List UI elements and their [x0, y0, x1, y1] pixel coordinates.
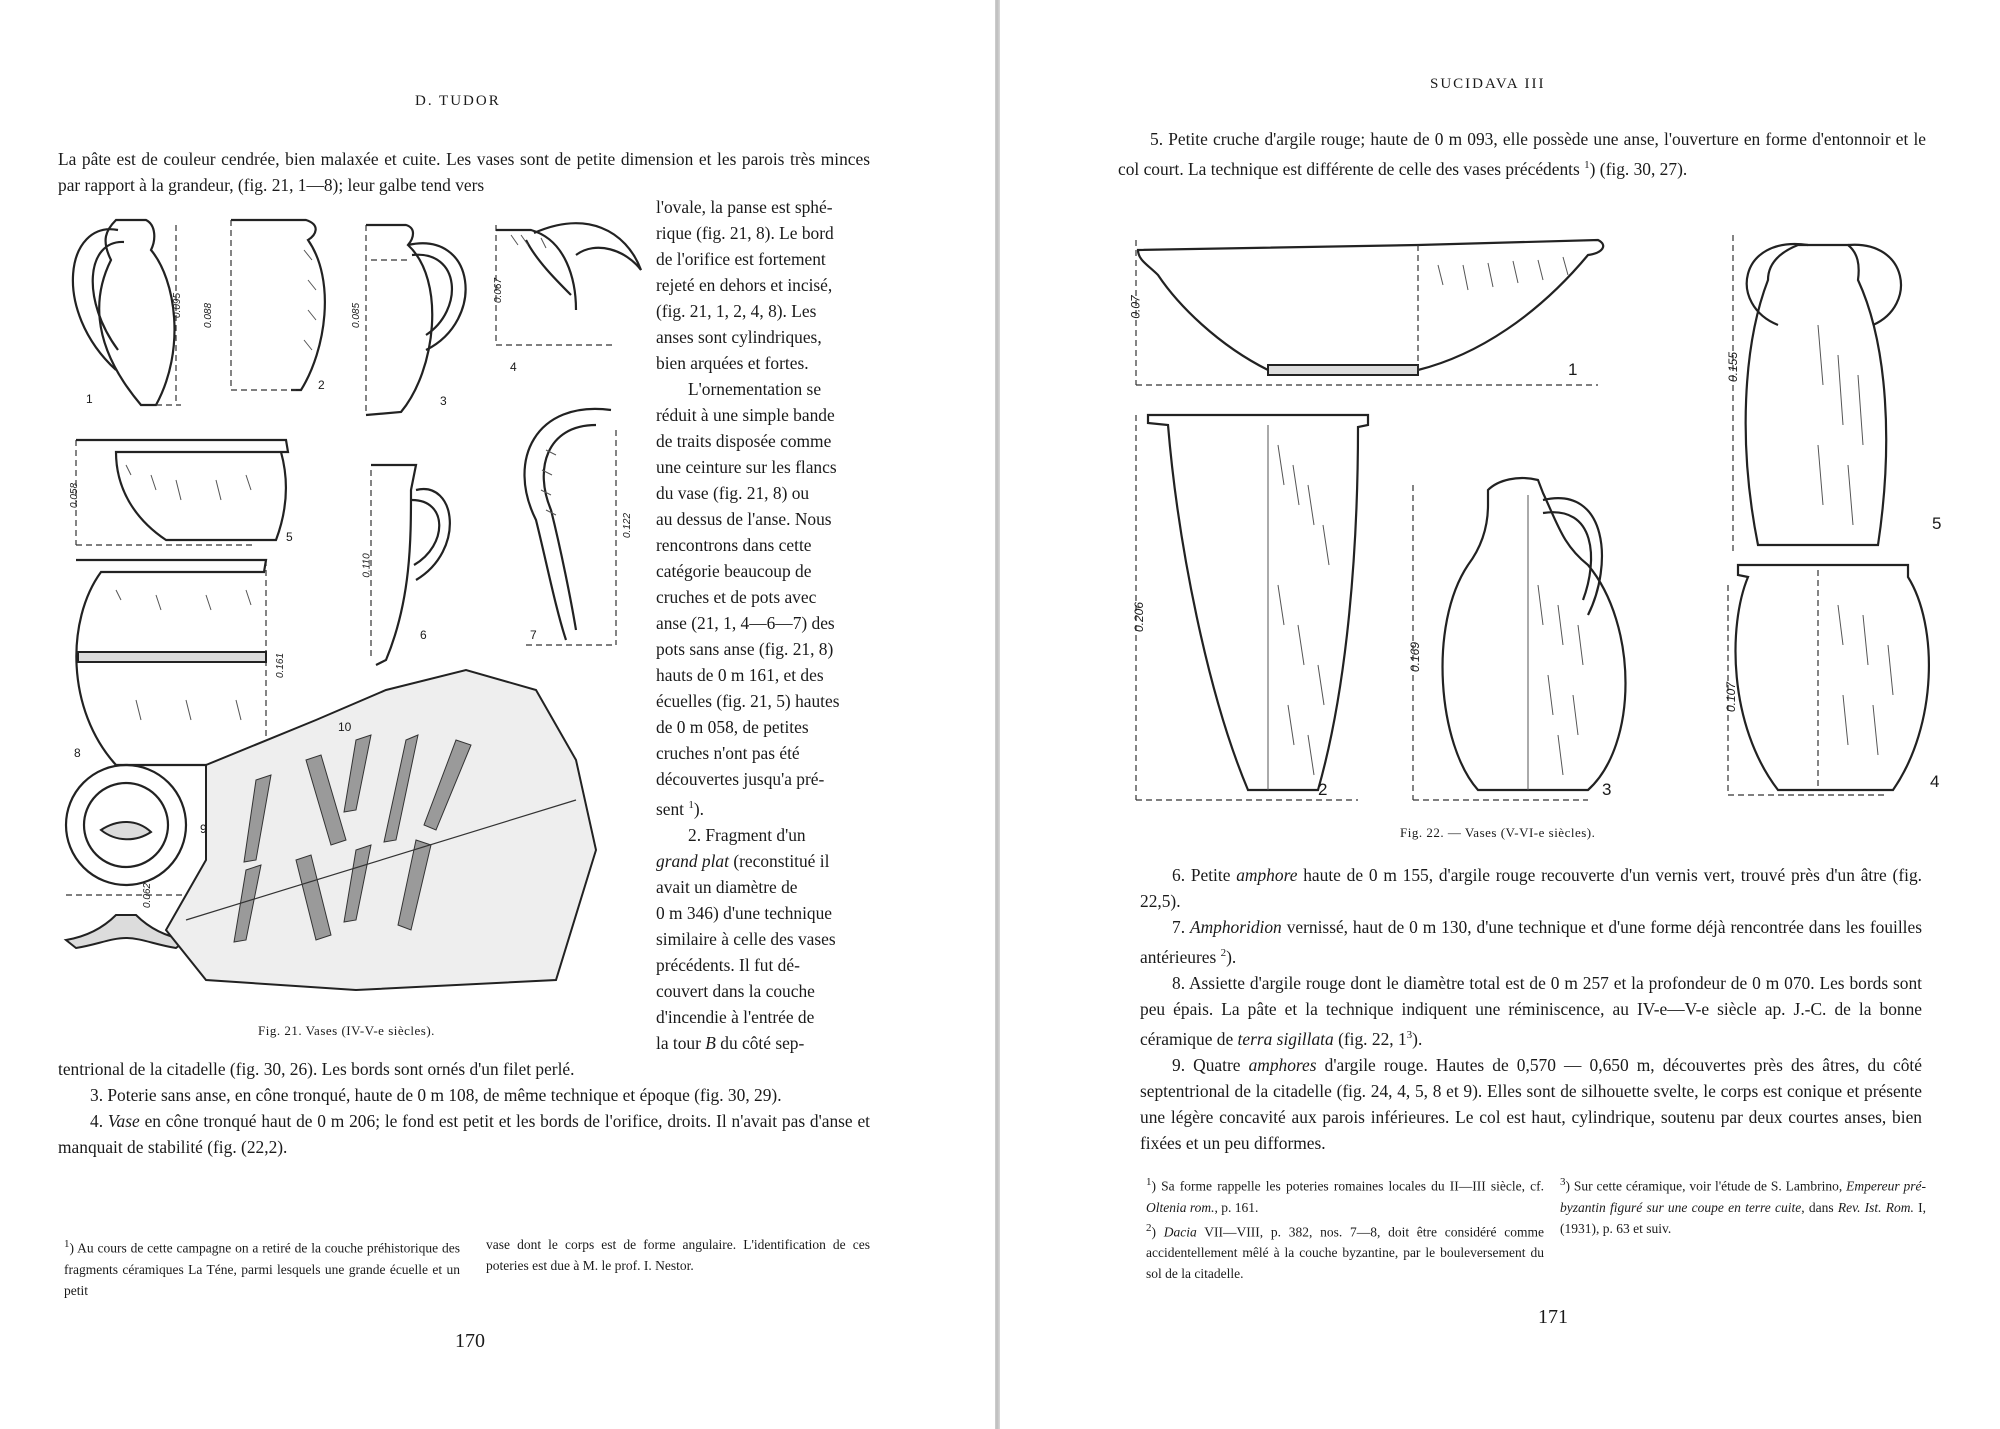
column-line: avait un diamètre de [656, 876, 798, 897]
item-8-c: (fig. 22, 1 [1338, 1028, 1407, 1049]
item-8-b: terra sigillata [1237, 1028, 1334, 1049]
column-line: 0 m 346) d'une technique [656, 902, 833, 923]
item-5-body: 5. Petite cruche d'argile rouge; haute de 0 m 093, elle possède une anse, l'ouverture en forme d'entonnoir et le col court. La technique est différente de celle des vases précédents [1118, 129, 1926, 179]
vase-3-drawing [1413, 478, 1626, 800]
page-number-170: 170 [455, 1330, 485, 1352]
fig21-dim-8: 0.161 [275, 652, 287, 679]
column-line [656, 848, 870, 874]
column-line: précédents. Il fut dé- [656, 954, 800, 975]
fig21-label-7: 7 [530, 628, 537, 642]
fig21-label-2: 2 [318, 378, 325, 392]
fig21-label-5: 5 [286, 530, 293, 544]
item-6-text [1140, 862, 1922, 914]
fn1-c: , p. 161. [1214, 1199, 1259, 1215]
column-line: similaire à celle des vases [656, 928, 836, 949]
page-number-171: 171 [1538, 1306, 1568, 1328]
column-line: de 0 m 058, de petites [656, 717, 809, 737]
column-line: pots sans anse (fig. 21, 8) [656, 639, 834, 659]
column-line: anses sont cylindriques, [656, 327, 822, 347]
column-line: hauts de 0 m 161, et des [656, 665, 824, 685]
item-4-rest: en cône tronqué haut de 0 m 206; le fond est petit et les bords de l'orifice, droits. Il n'avait pas d'anse et manquait de stabilité (fig. (22,2). [58, 1111, 870, 1157]
column-line: une ceinture sur les flancs [656, 457, 837, 477]
column-line: de l'orifice est fortement [656, 249, 826, 269]
fig22-label-1: 1 [1568, 360, 1578, 379]
fig22-dim-3: 0.169 [1408, 641, 1423, 673]
italic-grand-plat: grand plat [656, 850, 729, 871]
fig21-dim-4: 0.067 [493, 277, 505, 304]
vase-1-drawing [73, 220, 184, 405]
item-7-c: vernissé, haut de 0 m 130, d'une technique et d'une forme déjà rencontrée dans les fouilles antérieures [1140, 917, 1922, 967]
vase-2-drawing [1136, 415, 1368, 800]
column-line-sent: sent [656, 798, 685, 819]
column-line: découvertes jusqu'a pré- [656, 769, 825, 789]
fig22-dim-5: 0.107 [1724, 681, 1739, 713]
left-paragraph-1 [58, 146, 870, 198]
italic-b: B [705, 1032, 716, 1053]
vase-2-drawing [231, 220, 325, 390]
column-line: rencontrons dans cette [656, 535, 812, 555]
column-line: rejeté en dehors et incisé, [656, 275, 833, 295]
fn1-mark: 1 [1146, 1176, 1152, 1188]
fn3-e: I, (1931), p. 63 et suiv. [1560, 1199, 1927, 1236]
fn1-b: Oltenia rom. [1146, 1199, 1215, 1215]
item-9-b: amphores [1248, 1054, 1317, 1075]
fig21-label-10: 10 [338, 720, 352, 734]
fig22-dim-4: 0.155 [1726, 351, 1741, 383]
item-8-a: 8. Assiette d'argile rouge dont le diamètre total est de 0 m 257 et la profondeur de 0 m 070. Les bords sont peu épais. La pâte et la technique indiquent une réminiscence, au IV-e—V-e siècle ap. J.-C. de la bonne céramique de [1140, 972, 1922, 1049]
column-line: 2. Fragment d'un [688, 824, 806, 845]
vase-8-drawing [76, 560, 266, 765]
item-3-text: 3. Poterie sans anse, en cône tronqué, haute de 0 m 108, de même technique et époque (fig. 30, 29). [90, 1085, 782, 1105]
footnote-1: $^1$) Sa forme rappelle les poteries romaines locales du II—III siècle, cf. Oltenia rom., p. 161. [1146, 1176, 1544, 1215]
running-head-right: SUCIDAVA III [1430, 76, 1546, 92]
fig21-dim-2: 0.088 [203, 302, 215, 329]
continued-text: tentrional de la citadelle (fig. 30, 26). Les bords sont ornés d'un filet perlé. [58, 1059, 575, 1079]
fig22-label-5: 5 [1932, 514, 1942, 533]
fig21-label-6: 6 [420, 628, 427, 642]
column-line: cruches et de pots avec [656, 587, 817, 607]
column-line: cruches n'ont pas été [656, 743, 800, 763]
vase-5-drawing [76, 440, 288, 545]
fn3-d: Rev. Ist. Rom. [1837, 1199, 1914, 1215]
fig21-dim-6: 0.110 [361, 553, 373, 578]
right-footnote-col1 [1146, 1172, 1544, 1284]
column-line-text: (reconstitué il [733, 850, 830, 871]
item-4-text [58, 1108, 870, 1160]
vase-6-drawing [371, 465, 450, 665]
fig21-label-3: 3 [440, 394, 447, 408]
column-line: sent $^1$). [656, 798, 705, 819]
item-4-num: 4. [90, 1111, 104, 1131]
fig21-dim-1: 0.095 [172, 292, 184, 319]
column-line: L'ornementation se [688, 379, 822, 399]
left-footnote-col2: vase dont le corps est de forme angulaire. L'identification de ces poteries est due à M. le prof. I. Nestor. [486, 1237, 870, 1273]
plate-1-drawing [1136, 240, 1603, 385]
fn2-mark: 2 [1146, 1221, 1152, 1234]
column-line: au dessus de l'anse. Nous [656, 509, 832, 529]
fig21-dim-5: 0.058 [69, 482, 81, 509]
fn3-b: Empereur pré-byzantin figuré sur une coupe en terre cuite [1560, 1178, 1926, 1215]
fig21-label-4: 4 [510, 360, 517, 374]
column-line [656, 1030, 870, 1056]
fig22-label-3: 3 [1602, 780, 1612, 799]
column-line: (fig. 21, 1, 2, 4, 8). Les [656, 301, 817, 321]
column-line-text: la tour [656, 1032, 701, 1053]
item-4-word: Vase [107, 1111, 140, 1131]
column-line: écuelles (fig. 21, 5) hautes [656, 691, 840, 711]
fig22-dim-1: 0.07 [1128, 295, 1143, 319]
item-8-d: ). [1412, 1028, 1423, 1049]
item-8-text [1140, 970, 1922, 1052]
item-5-block [1118, 126, 1926, 182]
column-line-text: du côté sep- [720, 1032, 805, 1053]
fig21-label-1: 1 [86, 392, 93, 406]
footnote-2: $^2$) Dacia VII—VIII, p. 382, nos. 7—8, doit être considéré comme accidentellement mêlé à la couche byzantine, par le bouleversement du sol de la citadelle. [1146, 1221, 1544, 1281]
left-column-text [656, 194, 870, 1056]
column-line: bien arquées et fortes. [656, 353, 809, 373]
right-footnote-col2: $^3$) Sur cette céramique, voir l'étude de S. Lambrino, Empereur pré-byzantin figuré sur une coupe en terre cuite, dans Rev. Ist. Rom. I, (1931), p. 63 et suiv. [1560, 1176, 1927, 1236]
left-paragraph-1-text: La pâte est de couleur cendrée, bien malaxée et cuite. Les vases sont de petite dimension et les parois très minces par rapport à la grandeur, (fig. 21, 1—8); leur galbe tend vers [58, 149, 870, 195]
fn3-a: Sur cette céramique, voir l'étude de S. Lambrino, [1573, 1178, 1843, 1194]
item-5-mark: 1 [1584, 159, 1590, 171]
amphora-5-drawing [1733, 235, 1901, 555]
left-page [0, 0, 995, 1429]
item-9-c: d'argile rouge. Hautes de 0,570 — 0,650 m, découvertes près des âtres, du côté septentrional de la citadelle (fig. 24, 4, 5, 8 et 9). Elles sont de silhouette svelte, le corps est conique et présente une légère concavité aux parois inférieures. Le col est haut, cylindrique, soutenu par deux courtes anses, bien fixées et un peu difformes. [1140, 1054, 1922, 1153]
column-line: d'incendie à l'entrée de [656, 1006, 815, 1027]
item-9-a: 9. Quatre [1172, 1054, 1241, 1075]
running-head-left: D. TUDOR [415, 93, 501, 109]
fn2-b: VII—VIII, p. 382, nos. 7—8, doit être considéré comme accidentellement mêlé à la couche byzantine, par le bouleversement du sol de la citadelle. [1146, 1224, 1544, 1281]
fig21-dim-3: 0.085 [351, 302, 363, 329]
figure-22-drawings [1118, 225, 1948, 805]
column-line: de traits disposée comme [656, 431, 832, 451]
footnote-mark: 1 [688, 799, 694, 811]
left-footnote-col1: $^1$) Au cours de cette campagne on a retiré de la couche préhistorique des fragments céramiques La Téne, parmi lesquels une grande écuelle et un petit [64, 1238, 460, 1298]
column-line: du vase (fig. 21, 8) ou [656, 483, 810, 503]
footnote-1-mark: 1 [64, 1238, 70, 1250]
item-6-b: amphore [1236, 865, 1298, 885]
item-6-c: haute de 0 m 155, d'argile rouge recouverte d'un vernis vert, trouvé près d'un âtre (fig. 22,5). [1140, 865, 1923, 911]
vase-3-drawing [366, 225, 466, 415]
figure-22-caption: Fig. 22. — Vases (V-VI-e siècles). [1400, 825, 1596, 840]
fig21-dim-7: 0.122 [622, 512, 634, 539]
vase-4-drawing [496, 223, 641, 345]
fn2-a: Dacia [1163, 1224, 1197, 1239]
column-line: couvert dans la couche [656, 980, 815, 1001]
column-line: l'ovale, la panse est sphé- [656, 197, 833, 217]
item-9-text [1140, 1052, 1922, 1156]
item-7-mark: 2 [1220, 947, 1227, 959]
item-7-a: 7. [1172, 917, 1186, 937]
fig22-label-4: 4 [1930, 772, 1940, 791]
item-8-mark: 3 [1406, 1028, 1413, 1041]
item-5-text: 5. Petite cruche d'argile rouge; haute de 0 m 093, elle possède une anse, l'ouverture en forme d'entonnoir et le col court. La technique est différente de celle des vases précédents $^1$) (fig. 30, 27). [1118, 129, 1926, 179]
vase-4-drawing [1728, 565, 1929, 795]
fig22-dim-2: 0.206 [1132, 601, 1147, 633]
column-line: réduit à une simple bande [656, 405, 835, 425]
footnote-1-text: Au cours de cette campagne on a retiré de la couche préhistorique des fragments céramiques La Téne, parmi lesquels une grande écuelle et un petit [64, 1240, 460, 1298]
fig21-dim-9: 0.062 [142, 882, 154, 909]
fig21-label-9: 9 [200, 822, 207, 836]
column-line: catégorie beaucoup de [656, 561, 812, 581]
stone-fragment-10-drawing [166, 670, 596, 990]
item-5-end: (fig. 30, 27). [1599, 158, 1688, 179]
fn3-mark: 3 [1560, 1176, 1566, 1188]
vase-7-drawing [525, 409, 616, 645]
plate-9-drawing [66, 765, 186, 948]
item-7-text: 7. Amphoridion vernissé, haut de 0 m 130, d'une technique et d'une forme déjà rencontrée dans les fouilles antérieures $^2$). [1140, 917, 1922, 967]
figure-21-caption: Fig. 21. Vases (IV-V-e siècles). [258, 1023, 435, 1038]
column-line: rique (fig. 21, 8). Le bord [656, 223, 834, 243]
fn3-c: , dans [1801, 1199, 1834, 1215]
right-body-text [1140, 862, 1922, 1156]
item-6-a: 6. Petite [1172, 865, 1231, 885]
fig21-label-8: 8 [74, 746, 81, 760]
column-line: anse (21, 1, 4—6—7) des [656, 613, 835, 633]
left-paragraph-continued [58, 1056, 870, 1160]
right-page [1000, 0, 2000, 1429]
fig22-label-2: 2 [1318, 780, 1328, 799]
fn1-a: Sa forme rappelle les poteries romaines locales du II—III siècle, cf. [1161, 1178, 1544, 1194]
item-7-b: Amphoridion [1189, 917, 1282, 937]
